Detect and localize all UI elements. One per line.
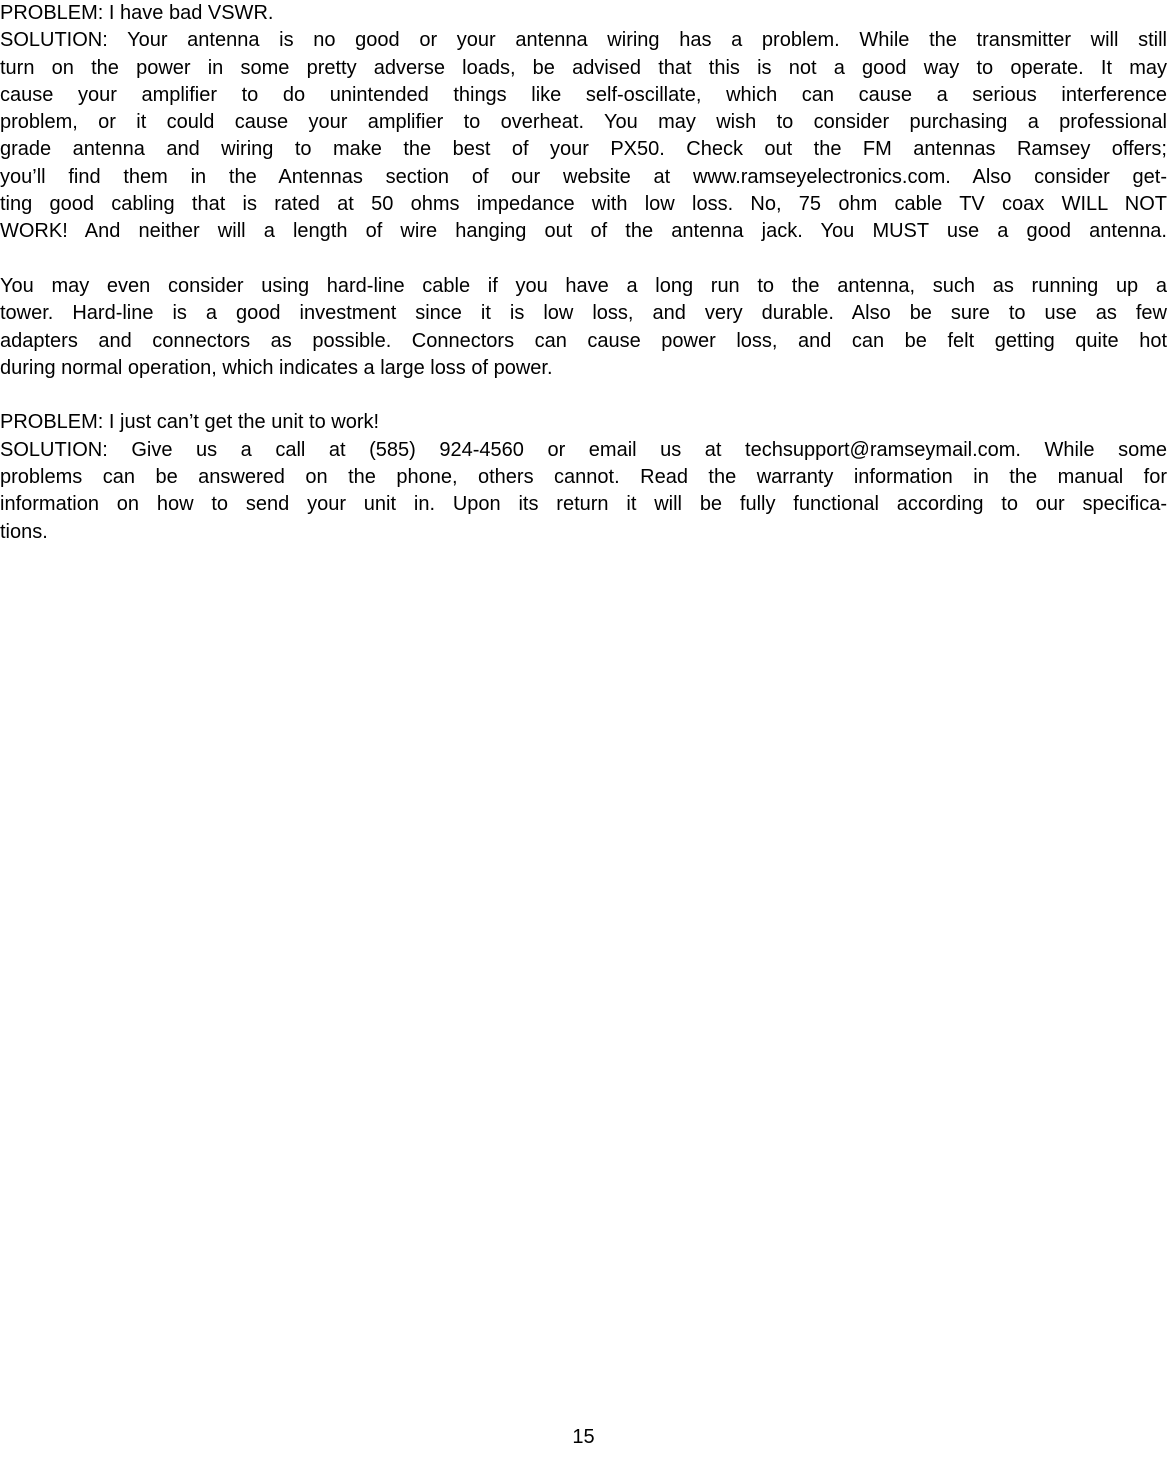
text-line: problem, or it could cause your amplifier to overheat. You may wish to consider purchasing a professional: [0, 111, 1167, 134]
text-line: tower. Hard-line is a good investment since it is low loss, and very durable. Also be sure to use as few: [0, 302, 1167, 325]
text-line: adapters and connectors as possible. Connectors can cause power loss, and can be felt getting quite hot: [0, 329, 1167, 352]
paragraph-problem-vswr: [0, 0, 1167, 246]
text-line: WORK! And neither will a length of wire hanging out of the antenna jack. You MUST use a good antenna.: [0, 220, 1167, 243]
paragraph-gap: [0, 382, 1167, 409]
text-line: during normal operation, which indicates a large loss of power.: [0, 356, 553, 379]
text-line: PROBLEM: I just can’t get the unit to work!: [0, 411, 380, 434]
page-content: [0, 0, 1167, 546]
page-number: 15: [572, 1426, 595, 1448]
text-line: SOLUTION: Give us a call at (585) 924-4560 or email us at techsupport@ramseymail.com. While some: [0, 438, 1167, 461]
text-line: cause your amplifier to do unintended things like self-oscillate, which can cause a serious interference: [0, 83, 1167, 106]
text-line: tions.: [0, 520, 48, 543]
text-line: problems can be answered on the phone, others cannot. Read the warranty information in the manual for: [0, 466, 1167, 489]
paragraph-gap: [0, 246, 1167, 273]
paragraph-problem-unit-not-working: [0, 409, 1167, 545]
text-line: You may even consider using hard-line cable if you have a long run to the antenna, such as running up a: [0, 274, 1167, 297]
text-line: turn on the power in some pretty adverse loads, be advised that this is not a good way to operate. It may: [0, 56, 1167, 79]
text-line: information on how to send your unit in. Upon its return it will be fully functional according to our specifica-: [0, 493, 1167, 516]
text-line: ting good cabling that is rated at 50 ohms impedance with low loss. No, 75 ohm cable TV coax WILL NOT: [0, 193, 1167, 216]
text-line: PROBLEM: I have bad VSWR.: [0, 2, 274, 24]
paragraph-hardline-advice: [0, 273, 1167, 382]
text-line: grade antenna and wiring to make the best of your PX50. Check out the FM antennas Ramsey offers;: [0, 138, 1167, 161]
text-line: you’ll find them in the Antennas section of our website at www.ramseyelectronics.com. Also consider get-: [0, 165, 1167, 188]
text-line: SOLUTION: Your antenna is no good or your antenna wiring has a problem. While the transmitter will still: [0, 29, 1167, 52]
